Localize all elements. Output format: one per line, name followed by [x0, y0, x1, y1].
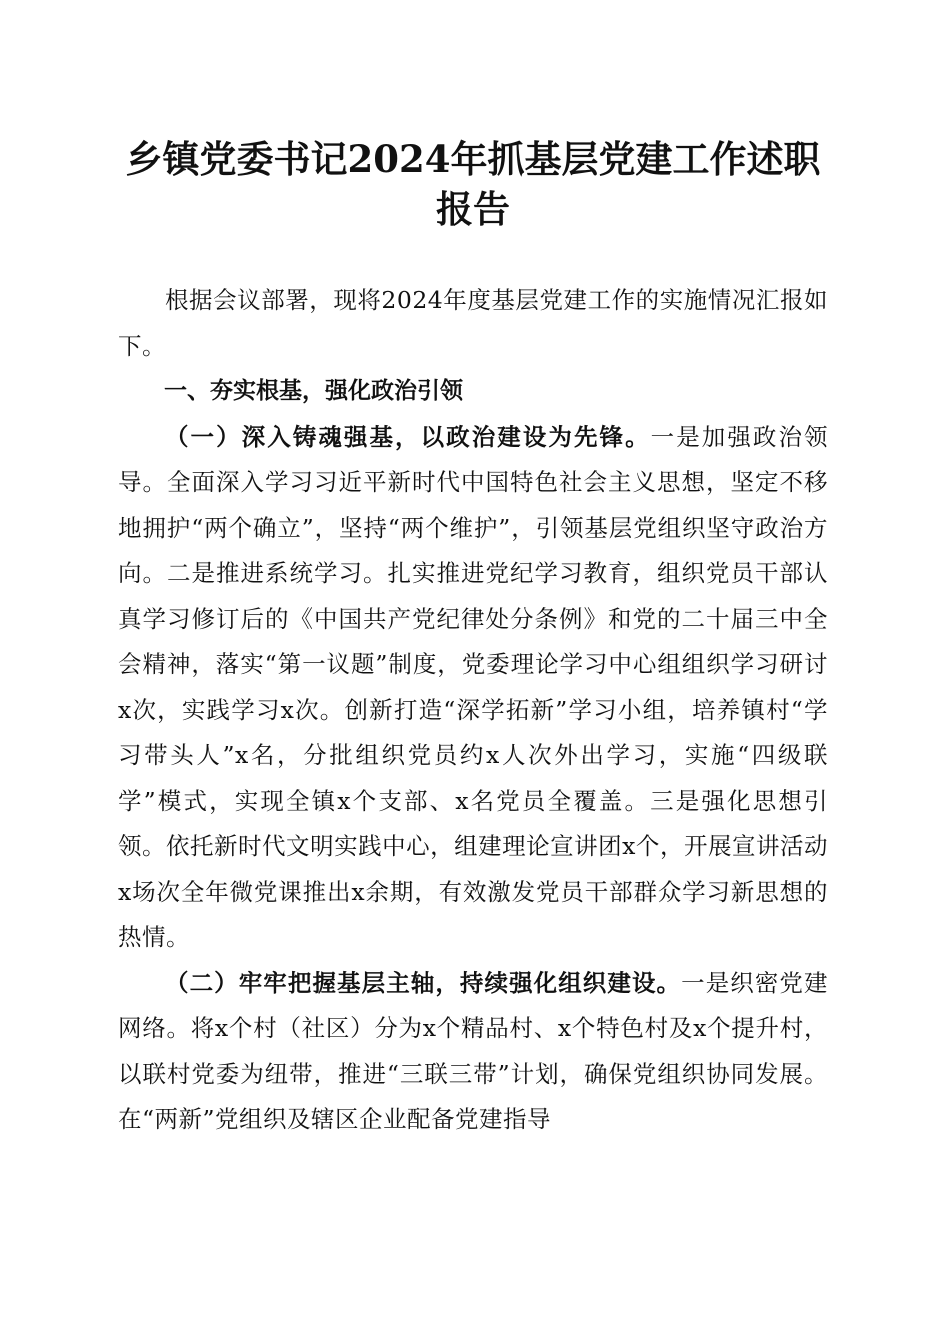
subsection-lead-2: （二）牢牢把握基层主轴，持续强化组织建设。 [165, 968, 682, 997]
subsection-paragraph-2 [118, 961, 828, 1143]
document-body [118, 278, 828, 1143]
intro-paragraph: 根据会议部署，现将2024年度基层党建工作的实施情况汇报如下。 [118, 286, 828, 360]
subsection-lead-1: （一）深入铸魂强基，以政治建设为先锋。 [165, 422, 651, 451]
subsection-text-1: 一是加强政治领导。全面深入学习习近平新时代中国特色社会主义思想，坚定不移地拥护“两个确立”，坚持“两个维护”，引领基层党组织坚守政治方向。二是推进系统学习。扎实推进党纪学习教育，组织党员干部认真学习修订后的《中国共产党纪律处分条例》和党的二十届三中全会精神，落实“第一议题”制度，党委理论学习中心组组织学习研讨x次，实践学习x次。创新打造“深学拓新”学习小组，培养镇村“学习带头人”x名，分批组织党员约x人次外出学习，实施“四级联学”模式，实现全镇x个支部、x名党员全覆盖。三是强化思想引领。依托新时代文明实践中心，组建理论宣讲团x个，开展宣讲活动x场次全年微党课推出x余期，有效激发党员干部群众学习新思想的热情。 [118, 422, 829, 951]
document-title: 乡镇党委书记2024年抓基层党建工作述职报告 [125, 137, 821, 231]
subsection-paragraph-1 [118, 415, 828, 961]
subsection-text-2: 一是织密党建网络。将x个村（社区）分为x个精品村、x个特色村及x个提升村，以联村党委为纽带，推进“三联三带”计划，确保党组织协同发展。在“两新”党组织及辖区企业配备党建指导 [118, 968, 829, 1133]
section-heading: 一、夯实根基，强化政治引领 [164, 378, 463, 404]
